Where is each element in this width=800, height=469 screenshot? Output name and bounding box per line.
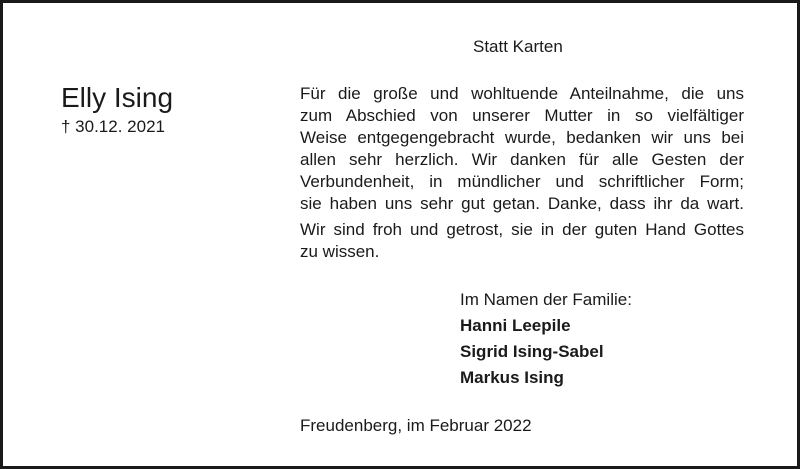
thanks-line: sie haben uns sehr gut getan. Danke, dass ihr da wart. bbox=[300, 194, 744, 213]
thanks-line: Weise entgegengebracht wurde, bedanken wir uns bei bbox=[300, 128, 744, 147]
family-member: Markus Ising bbox=[460, 368, 564, 387]
family-intro: Im Namen der Familie: bbox=[460, 290, 632, 309]
death-date: † 30.12. 2021 bbox=[61, 117, 165, 136]
faith-line: zu wissen. bbox=[300, 242, 380, 261]
thanks-line: allen sehr herzlich. Wir danken für alle Gesten der bbox=[300, 150, 744, 169]
thanks-line: Für die große und wohltuende Anteilnahme, die uns bbox=[300, 84, 744, 103]
thanks-paragraph bbox=[300, 83, 744, 215]
notice-header: Statt Karten bbox=[473, 37, 563, 56]
thanks-line: Verbundenheit, in mündlicher und schriftlicher Form; bbox=[300, 172, 744, 191]
faith-paragraph bbox=[300, 219, 744, 263]
place-date: Freudenberg, im Februar 2022 bbox=[300, 416, 532, 435]
family-member: Hanni Leepile bbox=[460, 316, 571, 335]
thanks-line: zum Abschied von unserer Mutter in so vielfältiger bbox=[300, 106, 744, 125]
deceased-name: Elly Ising bbox=[61, 82, 174, 113]
faith-line: Wir sind froh und getrost, sie in der guten Hand Gottes bbox=[300, 220, 744, 239]
family-member: Sigrid Ising-Sabel bbox=[460, 342, 604, 361]
